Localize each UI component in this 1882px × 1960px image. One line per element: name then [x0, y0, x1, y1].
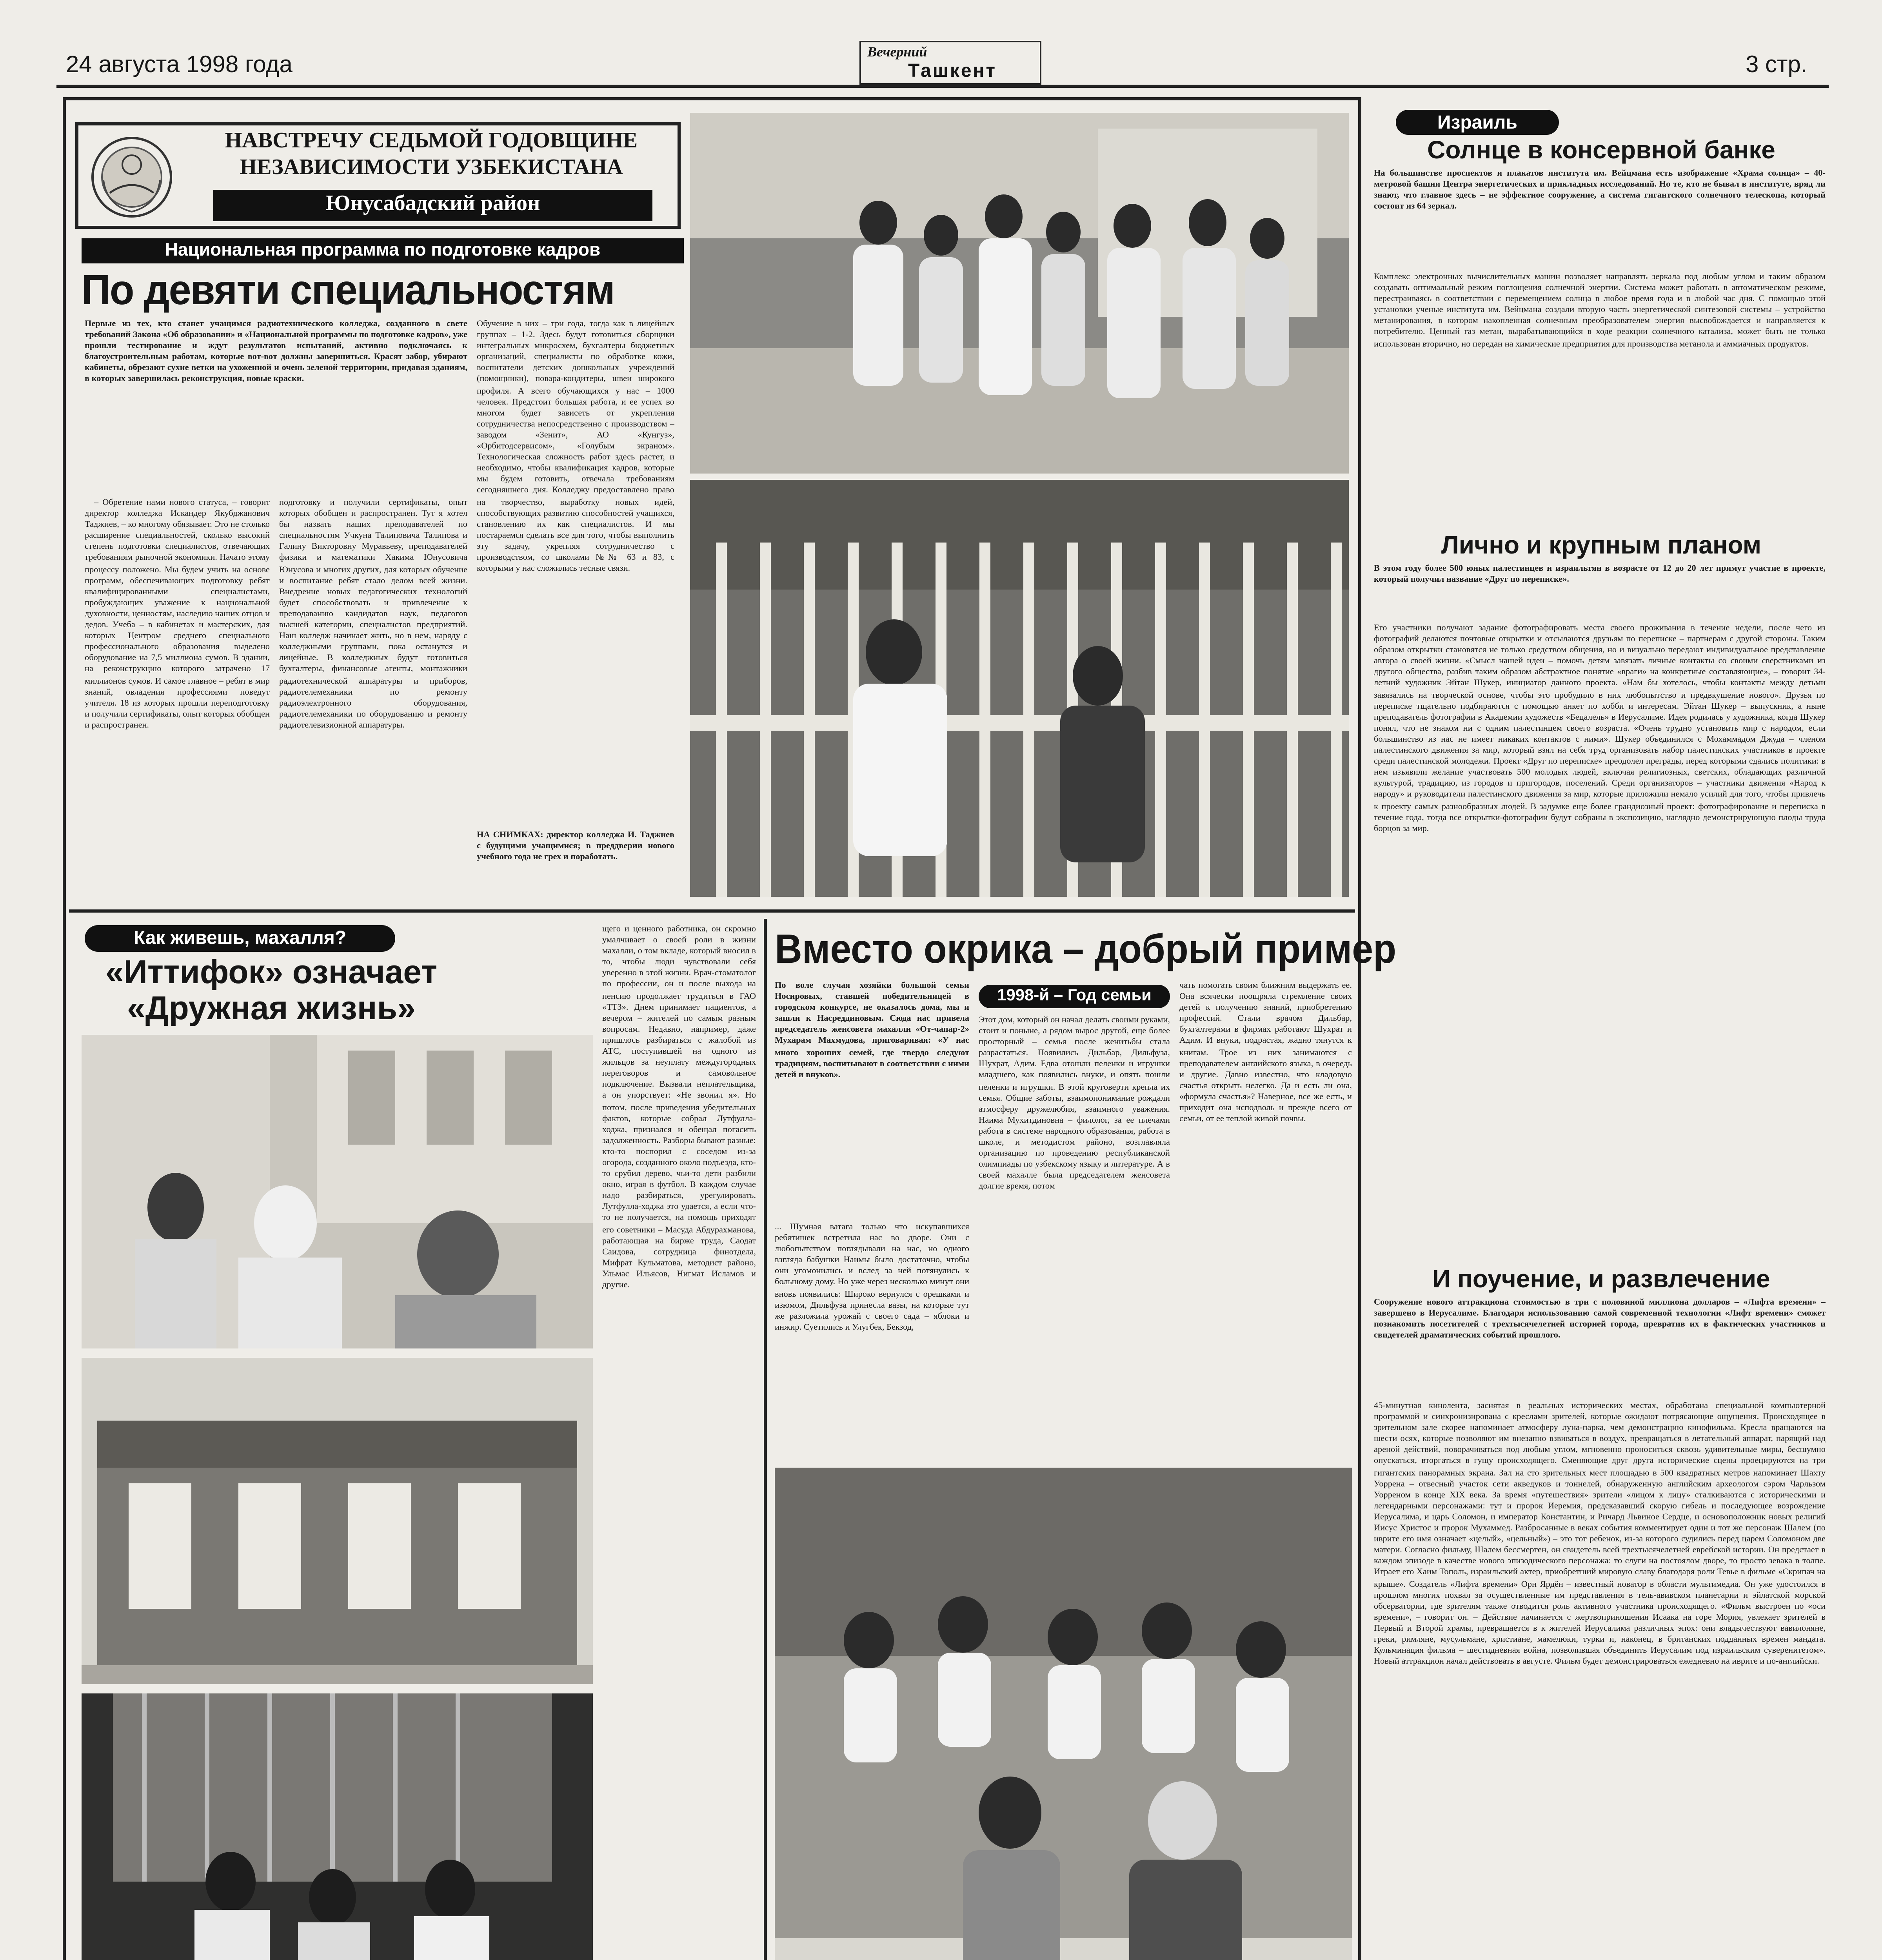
family-title: Вместо окрика – добрый пример	[775, 925, 1397, 972]
nine-col-3: Обучение в них – три года, тогда как в лицейных группах – 1-2. Здесь будут готовиться сборщики интегральных микросхем, бухгалтеры бюджетных организаций, специалисты по обработке кожи, воспитатели детских дошкольных учреждений (помощники), повара-кондитеры, швеи широкого профиля. А всего обучающихся у нас – 1000 человек. Предстоит большая работа, и ее успех во многом будет зависеть от укрепления сотрудничества непосредственно с производством – заводом «Зенит», АО «Кунгуз», «Орбитодсервисом», «Голубым экраном». Технологическая сложность работ здесь растет, и необходимо, чтобы квалификация кадров, которые мы будем готовить, отвечала требованиям сегодняшнего дня. Колледжу предоставлено право на творчество, выработку новых идей, способствующих развитию способностей учащихся, становлению их как специалистов. И мы постараемся сделать все для того, чтобы выполнить эту задачу, укрепляя сотрудничество с производством, со школами №№ 63 и 83, с которыми у нас сложились тесные связи.	[477, 320, 674, 574]
masthead-logo	[859, 41, 1041, 85]
college-photo-fence	[690, 480, 1349, 897]
israel-h1-lead: На большинстве проспектов и плакатов института им. Вейцмана есть изображение «Храма солнца» – 40-метровой башни Центра энергетических и прикладных исследований. Но те, кто не бывал в институте, вряд ли знают, что главное здесь – не эффектное сооружение, а система гигантского солнечного телескопа, который состоит из 64 зеркал.	[1374, 169, 1826, 212]
israel-h1-body: Комплекс электронных вычислительных машин позволяет направлять зеркала под любым углом и таким образом создавать оптимальный режим поглощения солнечной энергии. Система может работать в автоматическом режиме, перестраиваясь в соответствии с перемещением солнца в любое время года и в любой час дня. С помощью этой установки ученые института им. Вейцмана создали вторую часть энергетической синтезовой системы – устройство метанирования, в котором накопленная солнечным преобразователем энергия высвобождается и направляется к потребителю. Ценный газ метан, вырабатывающийся в ходе реакции солнечного катализа, может быть не только использован вторично, но передан на химические предприятия для производства метанола и аммиачных продуктов.	[1374, 273, 1826, 349]
nine-col-1: – Обретение нами нового статуса, – говорит директор колледжа Искандер Якубджанович Таджиев, – ко многому обязывает. Это не столько расширение специальностей, сколько высокий степень подготовки специалистов, отвечающих требованиям рыночной экономики. Начато этому процессу положено. Мы будем учить на основе программ, обеспечивающих подготовку ребят квалифицированными специалистами, пробуждающих уважение к национальной духовности, ценностям, наследию наших отцов и дедов. Учеба – в кабинетах и мастерских, для которых Центром среднего специального профессионального образования выделено оборудование на 7,5 миллиона сумов. В здании, на реконструкцию которого затрачено 17 миллионов сумов. И самое главное – ребят в мир знаний, овладения профессиями поведут учителя. 18 из которых прошли переподготовку и получили сертификаты, опыт которых обобщен и распространен.	[85, 499, 270, 731]
issue-date: 24 августа 1998 года	[66, 52, 292, 78]
mahalla-col-a: щего и ценного работника, он скромно умалчивает о своей роли в жизни махалли, о том вкладе, который вносил в то, чтобы люди чувствовали себя уверенно в этой жизни. Врач-стоматолог по профессии, он и после выхода на пенсию продолжает трудиться в ГАО «ТТЗ». Днем принимает пациентов, а вечером – жителей по самым разным вопросам. Недавно, например, даже пришлось разбираться с жалобой из АТС, поступившей на одного из жильцов за неуплату междугородных переговоров и самовольное подключение. Вызвали неплательщика, а он упорствует: «Не звонил я». Но потом, после приведения убедительных фактов, которые собрал Лутфулла-ходжа, признался и обещал погасить задолженность. Разборы бывают разные: кто-то поспорил с соседом из-за огорода, созданного около подъезда, кто-то срубил дерево, чьи-то дети разбили окно, играя в футбол. В каждом случае надо разбираться, урегулировать. Лутфулла-ходжа это удается, а если что-то не получается, на помощь приходят его советники – Масуда Абдурахманова, работающая на бирже труда, Саодат Саидова, сотрудница финотдела, Мифрат Кульматова, методист районо, Ульмас Ильясов, Нигмат Исламов и другие.	[602, 925, 756, 1290]
divider-family	[764, 919, 767, 1960]
logo-bottom: Ташкент	[908, 60, 997, 82]
anniversary-promo	[75, 122, 681, 229]
family-lead: По воле случая хозяйки большой семьи Носировых, ставшей победительницей в городском конкурсе, не оказалось дома, мы и зашли к Насреддиновым. Сюда нас привела председатель женсовета махалли «От-чапар-2» Мухарам Махмудова, приговаривая: «У нас много хороших семей, где твердо следуют традициям, воспитывают в соответствии с ними детей и внуков».	[775, 982, 969, 1080]
nine-lead: Первые из тех, кто станет учащимся радиотехнического колледжа, созданного в свете требований Закона «Об образовании» и «Национальной программы по подготовке кадров», уже прошли тестирование и ждут результатов испытаний, активно подключаясь к благоустроительным работам, которые вот-вот должны завершиться. Красят забор, убирают кабинеты, обрезают сухие ветки на ухоженной и очень зеленой территории, придавая зданиям, в которых завершилась реконструкция, новые краски.	[85, 320, 467, 385]
mahalla-title-2: «Дружная жизнь»	[127, 991, 416, 1027]
israel-h2-body: Его участники получают задание фотографировать места своего проживания в течение недели, после чего из фотографий делаются почтовые открытки и отсылаются друзьям по переписке – партнерам с другой стороны. Таким образом открытки становятся не только средством общения, но и визуально передают индивидуальное представление автора о своей жизни. «Смысл нашей идеи – помочь детям завязать личные контакты со своими сверстниками из другого общества, разбив таким образом абстрактное понятие «враги» на конкретные составляющие», – говорит 34-летний художник Эйтан Шукер, инициатор данного проекта. «Нам бы хотелось, чтобы контакты между детьми завязались на творческой основе, чтобы это пробудило в них любопытство и предвкушение нового». Друзья по переписке тщательно подбираются с помощью анкет по хобби и интересам. Эйтан Шукер – выпускник, а ныне преподаватель фотографии в Академии художеств «Бецалель» в Иерусалиме. Идея родилась у художника, когда Шукер понял, что не знаком ни с одним палестинцем своего возраста. «Очень трудно установить мир с народом, если большинство из нас не имеет никаких контактов с ними». Шукер объединился с Мохаммадом Джуда – членом палестинского движения за мир, который взял на себя труд организовать набор палестинских участников в проекте среди палестинской молодежи. Проект «Друг по переписке» преодолел преграды, перед которыми сдались политики: в нем изъявили желание участвовать 500 молодых людей, включая религиозных, светских, обладающих различной культурой, традицию, из городов и пригородов, поселений. Среди организаторов – участники движения «Народ к народу» и руководители палестинского движения за мир, которые приложили немало усилий для того, чтобы привлечь к проекту самых разнообразных людей. В задумке еще более грандиозный проект: фотографирование и переписка в течение года, тогда все открытки-фотографии будут собраны в экспозицию, наглядно демонстрирующую плоды труда борцов за мир.	[1374, 624, 1826, 834]
family-col-2: Этот дом, который он начал делать своими руками, стоит и поныне, а рядом вырос другой, еще более просторный – семья после женитьбы стала разрастаться. Появились Дильбар, Дильфуза, Шухрат, Адим. Едва отошли пеленки и игрушки младшего, как появились внуки, и опять пошли пеленки и игрушки. В этой круговерти крепла их семья. Общие заботы, взаимопонимание рождали атмосферу дружелюбия, взаимного уважения. Наима Мухитдиновна – филолог, за ее плечами работа в системе народного образования, работа в школе, и методистом районо, возглавляла организацию по проведению республиканской олимпиады по узбекскому языку и литературе. А в своей махалле была председателем женсовета долгие время, потом	[979, 1016, 1170, 1192]
mahalla-rubric: Как живешь, махалля?	[85, 925, 395, 952]
college-photo-group	[690, 113, 1349, 474]
mahalla-photo-builders	[82, 1693, 593, 1960]
nine-title: По девяти специальностям	[82, 267, 614, 314]
israel-h3-body: 45-минутная кинолента, заснятая в реальных исторических местах, обработана специальной компьютерной программой и синхронизирована с креслами зрителей, которые ожидают потрясающие ощущения. Происходящее в зрительном зале скорее напоминает атмосферу луна-парка, чем демонстрацию кинофильма. Кресла вращаются на шести осях, которые позволяют им внезапно взвиваться в воздух, превращаться в летательный аппарат, парящий над ареной действий, поворачиваться под любым углом, мгновенно проноситься сквозь удивительные миры, бесшумно опускаться, вторгаться в гущу происходящего. Сменяющие друг друга исторические сцены проецируются на три гигантских панорамных экрана. Зал на сто зрительных мест площадью в 500 квадратных метров напоминает Шахту Уоррена – отвесный участок сети акведуков и тоннелей, обнаруженную английским археологом сэром Чарльзом Уорреном в конце XIX века. За время «путешествия» зрители «лицом к лицу» сталкиваются с историческими и легендарными персонажами: тут и пророк Иеремия, предсказавший скорую гибель и последующее возрождение Иерусалима, и царь Соломон, и император Константин, и Ричард Львиное Сердце, и основоположник новых религий Иисус Христос и пророк Мухаммед. Разбросанные в веках события комментирует один и тот же персонаж Шалем (по иврите его имя означает «целый», «цельный») – это тот ребенок, из-за которого судились перед царем Соломоном две матери. Согласно фильму, Шалем бессмертен, он свидетель всей трехтысячелетней еврейской истории. Он предстает в каждом эпизоде в качестве нового эпизодического персонажа: то слуги на постоялом дворе, то просто зевака в толпе. Играет его Хаим Тополь, израильский актер, приобретший мировую славу благодаря роли Тевье в фильме «Скрипач на крыше». Создатель «Лифта времени» Орн Ярдён – известный новатор в области мультимедиа. Он уже удостоился в прошлом многих похвал за осуществленные им представления в тель-авивском планетарии и эйлатской морской обсерватории, где зрителям также отводится роль активного участника происходящего. «Фильм выстроен по «оси времени», – говорит он. – Действие начинается с жертвоприношения Исаака на горе Мория, увлекает зрителей в Первый и Второй храмы, превращается в к жителей Иерусалима различных эпох: они владычествуют вавилоняне, греки, римляне, мусульмане, христиане, мамелюки, турки и, наконец, в британских подданных времен мандата. Кульминация фильма – шестидневная война, позволившая объединить Иерусалим под израильским суверенитетом». Новый аттракцион начал действовать в августе. Фильм будет демонстрироваться ежедневно на иврите и по-английски.	[1374, 1402, 1826, 1667]
mahalla-title-1: «Иттифок» означает	[105, 955, 438, 991]
nine-rubric: Национальная программа по подготовке кадров	[82, 238, 684, 263]
header-rule	[56, 85, 1829, 88]
logo-top: Вечерний	[867, 44, 927, 60]
family-col-1: ... Шумная ватага только что искупавшихся ребятишек встретила нас во дворе. Они с любопытством поглядывали на нас, но одного взгляда бабушки Наимы было достаточно, чтобы они угомонились и вслед за ней потянулись к большому дому. Но уже через несколько минут они вновь появились: Широко вернулся с орешками и изюмом, Дильфуза принесла вазы, на которые тут же разложила урожай с своего сада – яблоки и инжир. Суетились и Улугбек, Бекзод,	[775, 1223, 969, 1333]
nine-caption: НА СНИМКАХ: директор колледжа И. Таджиев с будущими учащимися; в преддверии нового учебного года не грех и поработать.	[477, 831, 674, 863]
nine-col-2: подготовку и получили сертификаты, опыт которых обобщен и распространен. Тут я хотел бы назвать наших преподавателей по специальностям Учкуна Талиповича Талипова и Галину Викторовну Муравьеву, преподавателей физики и математики Хакима Юнусовича Юнусова и многих других, для которых обучение и воспитание ребят стало делом всей жизни. Внедрение новых педагогических технологий будет способствовать и привлечение к преподаванию кандидатов наук, педагогов высшей категории, специалистов предприятий. Наш колледж начинает жить, но в нем, наряду с колледжными группами, пока останутся и лицейные. В колледжных будут готовиться бухгалтеры, финансовые агенты, монтажники радиотехнической аппаратуры и приборов, радиотелемеханики по ремонту радиоэлектронного оборудования, радиотелемеханики по оборудованию и ремонту радиотелевизионной аппаратуры.	[279, 499, 467, 731]
mahalla-photo-elders	[82, 1035, 593, 1348]
family-rubric: 1998-й – Год семьи	[979, 985, 1170, 1008]
page-number: 3 стр.	[1746, 52, 1808, 78]
family-photo	[775, 1468, 1352, 1960]
promo-district: Юнусабадский район	[213, 190, 652, 221]
promo-line-1: НАВСТРЕЧУ СЕДЬМОЙ ГОДОВЩИНЕ	[225, 130, 638, 154]
mahalla-photo-hall	[82, 1358, 593, 1684]
israel-h3-lead: Сооружение нового аттракциона стоимостью в три с половиной миллиона долларов – «Лифта времени» – завершено в Иерусалиме. Благодаря использованию самой современной технологии «Лифт времени» сможет познакомить посетителей с трехтысячелетней историей города, превратив их в фактических участников и свидетелей драматических событий прошлого.	[1374, 1298, 1826, 1341]
israel-h3: И поучение, и развлечение	[1432, 1267, 1770, 1294]
israel-h2: Лично и крупным планом	[1441, 533, 1762, 560]
israel-h1: Солнце в консервной банке	[1427, 138, 1775, 165]
promo-line-2: НЕЗАВИСИМОСТИ УЗБЕКИСТАНА	[240, 157, 623, 180]
family-col-3: чать помогать своим ближним выдержать ее. Она всячески поощряла стремление своих детей к получению знаний, приобретению профессий. Стали врачом Дильбар, бухгалтерами в фирмах работают Шухрат и Адим. И внуки, подрастая, жадно тянутся к книгам. Трое из них занимаются с преподавателем английского языка, в очередь и другие. Давно известно, что кладовую счастья открыть нелегко. Да и есть ли она, «формула счастья»? Наверное, все же есть, и приходит она исподволь и прежде всего от семьи, от ее теплой живой почвы.	[1179, 982, 1352, 1125]
divider-mid	[69, 909, 1355, 913]
uzbekistan-emblem-icon	[88, 133, 176, 221]
israel-h2-lead: В этом году более 500 юных палестинцев и израильтян в возрасте от 12 до 20 лет примут участие в проекте, который получил название «Друг по переписке».	[1374, 564, 1826, 585]
israel-rubric: Израиль	[1396, 110, 1559, 135]
